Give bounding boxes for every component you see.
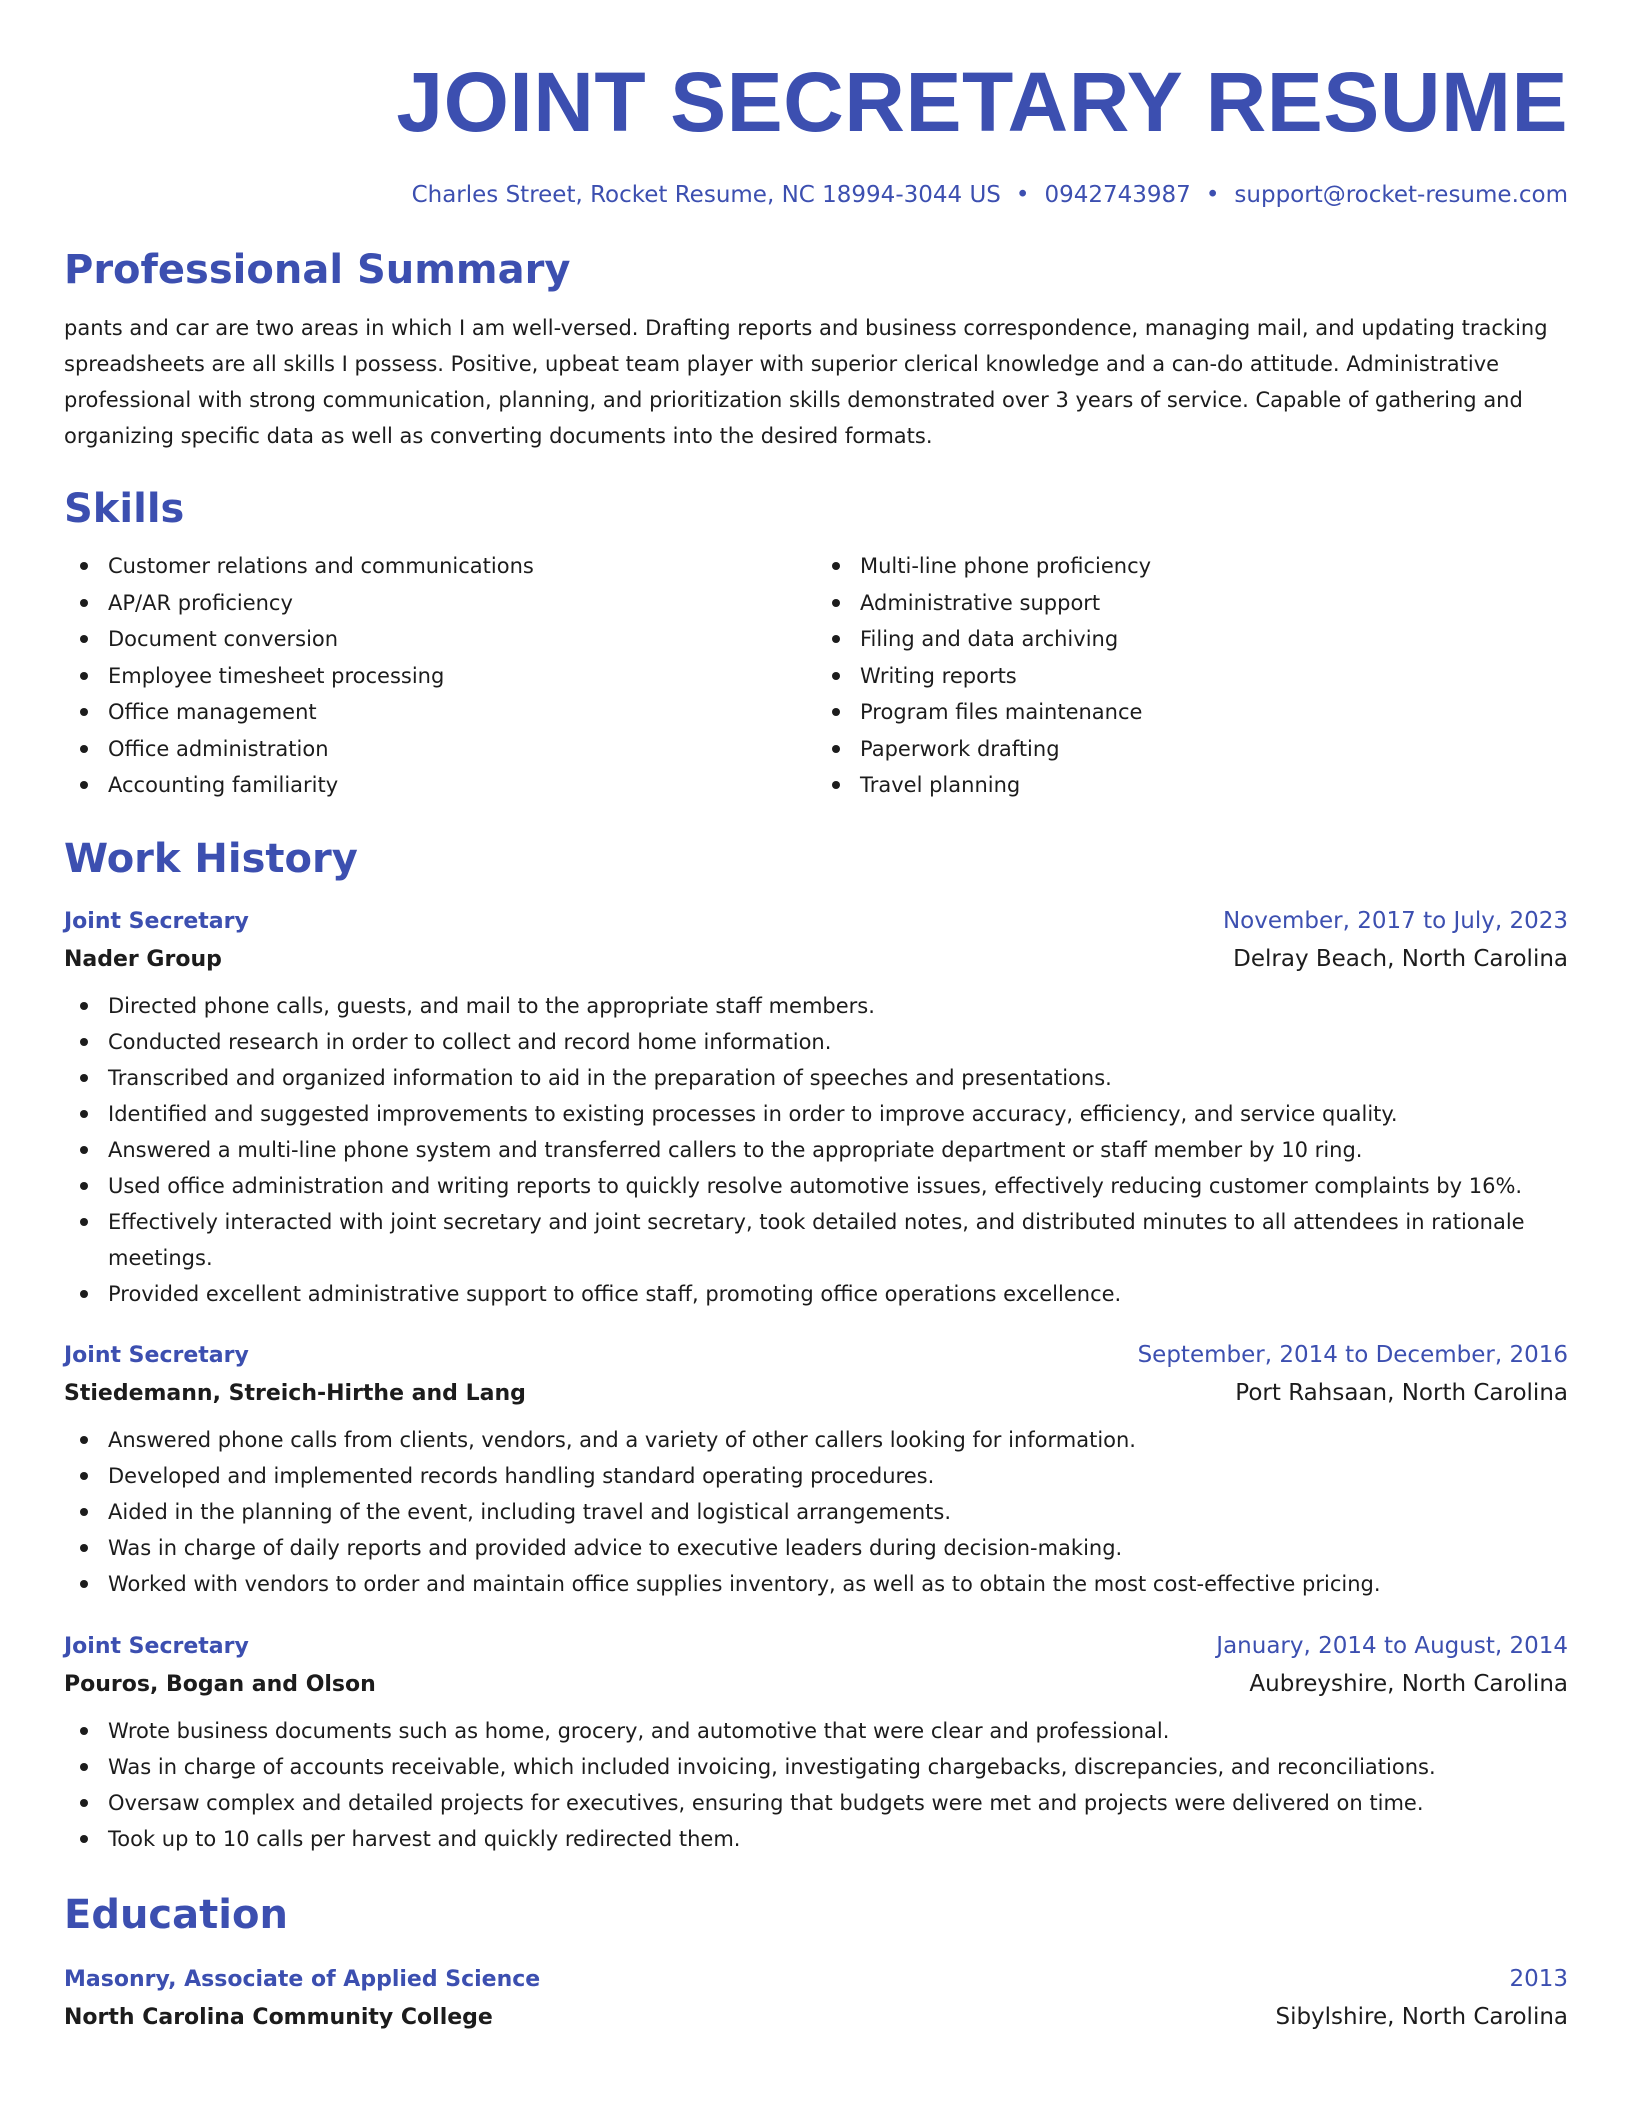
job-bullets (64, 1422, 1568, 1602)
job-company: Nader Group (64, 946, 222, 972)
job-location: Delray Beach, North Carolina (1233, 945, 1568, 972)
contact-phone: 0942743987 (1044, 182, 1191, 208)
job-entry (64, 1342, 1568, 1602)
job-bullet: Wrote business documents such as home, grocery, and automotive that were clear and professional. (64, 1713, 1568, 1749)
job-bullet: Directed phone calls, guests, and mail to the appropriate staff members. (64, 988, 1568, 1024)
job-title: Joint Secretary (64, 908, 249, 934)
education-degree: Masonry, Associate of Applied Science (64, 1966, 541, 1992)
job-company: Stiedemann, Streich-Hirthe and Lang (64, 1380, 526, 1406)
job-subheader (64, 946, 1568, 972)
job-bullets (64, 1713, 1568, 1857)
job-bullet: Was in charge of accounts receivable, which included invoicing, investigating chargebacks, discrepancies, and reconciliations. (64, 1749, 1568, 1785)
education-year: 2013 (1509, 1965, 1568, 1992)
skill-item: Travel planning (816, 767, 1568, 803)
job-bullet: Provided excellent administrative support to office staff, promoting office operations excellence. (64, 1276, 1568, 1312)
job-location: Port Rahsaan, North Carolina (1235, 1379, 1568, 1406)
job-bullet: Used office administration and writing reports to quickly resolve automotive issues, effectively reducing customer complaints by 16%. (64, 1168, 1568, 1204)
job-bullet: Identified and suggested improvements to existing processes in order to improve accuracy, efficiency, and service quality. (64, 1096, 1568, 1132)
contact-line (64, 182, 1568, 208)
job-bullet: Was in charge of daily reports and provided advice to executive leaders during decision-making. (64, 1530, 1568, 1566)
resume-name: JOINT SECRETARY RESUME (396, 55, 1568, 149)
work-history-heading: Work History (64, 835, 358, 882)
skill-item: Administrative support (816, 585, 1568, 621)
job-bullet: Took up to 10 calls per harvest and quickly redirected them. (64, 1821, 1568, 1857)
summary-heading: Professional Summary (64, 247, 571, 293)
job-header (64, 1342, 1568, 1368)
education-school: North Carolina Community College (64, 2004, 493, 2030)
contact-address: Charles Street, Rocket Resume, NC 18994-3044 US (411, 182, 1001, 208)
job-header (64, 1633, 1568, 1659)
education-entry (64, 1966, 1568, 2030)
skill-item: Writing reports (816, 658, 1568, 694)
job-bullet: Answered a multi-line phone system and transferred callers to the appropriate department or staff member by 10 ring. (64, 1132, 1568, 1168)
skill-item: Filing and data archiving (816, 621, 1568, 657)
education-header (64, 1966, 1568, 1992)
job-location: Aubreyshire, North Carolina (1249, 1670, 1568, 1697)
skill-item: Paperwork drafting (816, 731, 1568, 767)
job-bullet: Transcribed and organized information to aid in the preparation of speeches and presentations. (64, 1060, 1568, 1096)
skills-column-right (816, 548, 1568, 804)
skill-item: Office administration (64, 731, 816, 767)
job-bullet: Oversaw complex and detailed projects for executives, ensuring that budgets were met and projects were delivered on time. (64, 1785, 1568, 1821)
job-dates: September, 2014 to December, 2016 (1137, 1341, 1568, 1368)
education-location: Sibylshire, North Carolina (1275, 2003, 1568, 2030)
summary-text: pants and car are two areas in which I am well-versed. Drafting reports and business correspondence, managing mail, and updating tracking spreadsheets are all skills I possess. Positive, upbeat team player with superior clerical knowledge and a can-do attitude. Administrative professional with strong communication, planning, and prioritization skills demonstrated over 3 years of service. Capable of gathering and organizing specific data as well as converting documents into the desired formats. (64, 316, 1548, 448)
job-bullet: Answered phone calls from clients, vendors, and a variety of other callers looking for information. (64, 1422, 1568, 1458)
job-subheader (64, 1380, 1568, 1406)
job-dates: January, 2014 to August, 2014 (1216, 1632, 1568, 1659)
job-company: Pouros, Bogan and Olson (64, 1671, 376, 1697)
skills-column-left (64, 548, 816, 804)
contact-email: support@rocket-resume.com (1234, 182, 1568, 208)
skills-heading: Skills (64, 486, 185, 532)
skill-item: Multi-line phone proficiency (816, 548, 1568, 584)
skill-item: Accounting familiarity (64, 767, 816, 803)
job-bullet: Aided in the planning of the event, including travel and logistical arrangements. (64, 1494, 1568, 1530)
job-title: Joint Secretary (64, 1342, 249, 1368)
job-bullet: Conducted research in order to collect and record home information. (64, 1024, 1568, 1060)
skill-item: Document conversion (64, 621, 816, 657)
job-entry (64, 908, 1568, 1312)
job-dates: November, 2017 to July, 2023 (1222, 907, 1568, 934)
job-bullet: Effectively interacted with joint secretary and joint secretary, took detailed notes, and distributed minutes to all attendees in rationale meetings. (64, 1204, 1568, 1276)
contact-separator: • (1015, 182, 1030, 208)
job-bullet: Worked with vendors to order and maintain office supplies inventory, as well as to obtain the most cost-effective pricing. (64, 1566, 1568, 1602)
job-entry (64, 1633, 1568, 1857)
skills-list (64, 548, 1568, 804)
job-bullets (64, 988, 1568, 1312)
job-header (64, 908, 1568, 934)
skill-item: Customer relations and communications (64, 548, 816, 584)
job-bullet: Developed and implemented records handling standard operating procedures. (64, 1458, 1568, 1494)
job-subheader (64, 1671, 1568, 1697)
skill-item: Program files maintenance (816, 694, 1568, 730)
contact-separator: • (1205, 182, 1220, 208)
education-subheader (64, 2004, 1568, 2030)
job-title: Joint Secretary (64, 1633, 249, 1659)
skill-item: Office management (64, 694, 816, 730)
education-heading: Education (64, 1891, 288, 1938)
skill-item: AP/AR proficiency (64, 585, 816, 621)
skill-item: Employee timesheet processing (64, 658, 816, 694)
